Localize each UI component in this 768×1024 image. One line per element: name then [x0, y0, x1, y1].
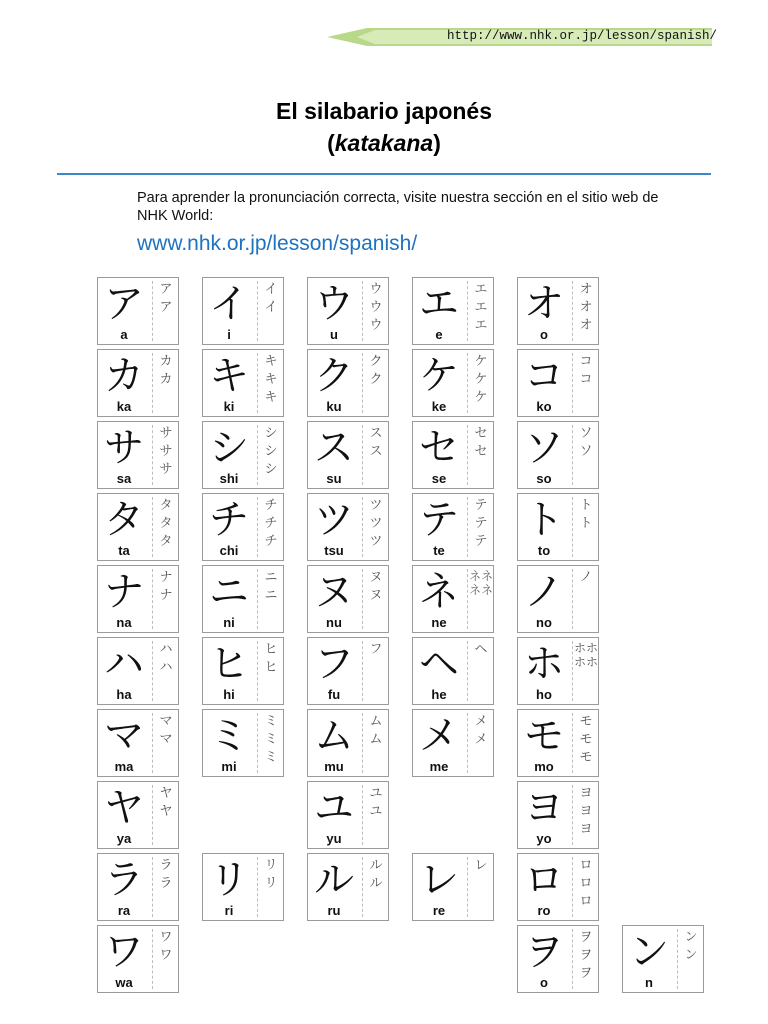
- practice-separator: [257, 857, 258, 917]
- practice-characters: ノ: [579, 570, 593, 585]
- kana-character: ル: [314, 857, 354, 903]
- kana-cell-i: [202, 277, 284, 345]
- kana-cell-re: [412, 853, 494, 921]
- kana-cell-yo: [517, 781, 599, 849]
- romaji-label: ru: [327, 903, 341, 918]
- kana-character: ヘ: [419, 641, 459, 687]
- practice-separator: [362, 713, 363, 773]
- kana-character: テ: [419, 497, 459, 543]
- kana-character: ホ: [524, 641, 564, 687]
- kana-character: ヨ: [524, 785, 564, 831]
- practice-separator: [467, 281, 468, 341]
- romaji-label: na: [116, 615, 132, 630]
- romaji-label: ho: [536, 687, 552, 702]
- practice-separator: [572, 497, 573, 557]
- kana-character: ニ: [209, 569, 249, 615]
- practice-characters: ソソ: [579, 426, 593, 459]
- practice-separator: [362, 497, 363, 557]
- romaji-label: ka: [116, 399, 132, 414]
- practice-separator: [467, 497, 468, 557]
- practice-separator: [362, 857, 363, 917]
- kana-cell-shi: [202, 421, 284, 489]
- practice-characters: ケケケ: [474, 354, 488, 405]
- kana-cell-o: [517, 277, 599, 345]
- practice-characters: ココ: [579, 354, 593, 387]
- romaji-label: nu: [326, 615, 342, 630]
- kana-character: イ: [209, 281, 249, 327]
- practice-characters: ヤヤ: [159, 786, 173, 819]
- kana-character: ア: [104, 281, 144, 327]
- practice-characters: ハハ: [159, 642, 173, 675]
- romaji-label: mu: [324, 759, 344, 774]
- practice-characters: ヨヨヨ: [579, 786, 593, 837]
- kana-character: サ: [104, 425, 144, 471]
- practice-separator: [152, 641, 153, 701]
- kana-character: シ: [209, 425, 249, 471]
- practice-separator: [467, 425, 468, 485]
- practice-separator: [362, 353, 363, 413]
- practice-separator: [257, 497, 258, 557]
- practice-characters: チチチ: [264, 498, 278, 549]
- practice-characters: ワワ: [159, 930, 173, 963]
- practice-characters: ホホホホ: [574, 641, 599, 669]
- kana-character: ヒ: [209, 641, 249, 687]
- practice-characters: クク: [369, 354, 383, 387]
- practice-separator: [362, 785, 363, 845]
- romaji-label: so: [536, 471, 552, 486]
- kana-cell-ru: [307, 853, 389, 921]
- kana-cell-he: [412, 637, 494, 705]
- practice-separator: [572, 713, 573, 773]
- kana-character: ナ: [104, 569, 144, 615]
- romaji-label: te: [433, 543, 445, 558]
- kana-character: エ: [419, 281, 459, 327]
- kana-cell-fu: [307, 637, 389, 705]
- practice-characters: ララ: [159, 858, 173, 891]
- romaji-label: wa: [115, 975, 133, 990]
- kana-character: ノ: [524, 569, 564, 615]
- romaji-label: fu: [327, 687, 341, 702]
- practice-separator: [257, 425, 258, 485]
- romaji-label: ke: [431, 399, 447, 414]
- practice-characters: サササ: [159, 426, 173, 477]
- romaji-label: mo: [534, 759, 554, 774]
- practice-characters: ツツツ: [369, 498, 383, 549]
- practice-characters: リリ: [264, 858, 278, 891]
- kana-character: ヤ: [104, 785, 144, 831]
- kana-cell-ha: [97, 637, 179, 705]
- kana-character: ク: [314, 353, 354, 399]
- practice-separator: [572, 641, 573, 701]
- practice-characters: シシシ: [264, 426, 278, 477]
- romaji-label: n: [645, 975, 653, 990]
- practice-characters: ンン: [684, 930, 698, 963]
- kana-cell-sa: [97, 421, 179, 489]
- romaji-label: se: [431, 471, 447, 486]
- practice-separator: [257, 641, 258, 701]
- kana-cell-ku: [307, 349, 389, 417]
- practice-separator: [152, 785, 153, 845]
- kana-character: オ: [524, 281, 564, 327]
- kana-cell-su: [307, 421, 389, 489]
- practice-separator: [572, 281, 573, 341]
- kana-character: マ: [104, 713, 144, 759]
- kana-character: セ: [419, 425, 459, 471]
- practice-separator: [152, 425, 153, 485]
- practice-characters: イイ: [264, 282, 278, 315]
- kana-cell-tsu: [307, 493, 389, 561]
- kana-character: ワ: [104, 929, 144, 975]
- romaji-label: he: [431, 687, 447, 702]
- lesson-link[interactable]: www.nhk.or.jp/lesson/spanish/: [137, 232, 418, 255]
- romaji-label: ta: [118, 543, 130, 558]
- kana-cell-ro: [517, 853, 599, 921]
- page-title: El silabario japonés: [275, 98, 493, 124]
- kana-cell-me: [412, 709, 494, 777]
- practice-separator: [257, 569, 258, 629]
- kana-character: キ: [209, 353, 249, 399]
- kana-character: ツ: [314, 497, 354, 543]
- practice-characters: ルル: [369, 858, 383, 891]
- kana-cell-ta: [97, 493, 179, 561]
- practice-separator: [362, 641, 363, 701]
- practice-separator: [572, 353, 573, 413]
- kana-character: ト: [524, 497, 564, 543]
- kana-character: ウ: [314, 281, 354, 327]
- practice-characters: ヌヌ: [369, 570, 383, 603]
- kana-character: ソ: [524, 425, 564, 471]
- practice-separator: [152, 353, 153, 413]
- kana-cell-so: [517, 421, 599, 489]
- kana-character: ス: [314, 425, 354, 471]
- practice-separator: [152, 281, 153, 341]
- practice-characters: ロロロ: [579, 858, 593, 909]
- romaji-label: tsu: [324, 543, 344, 558]
- kana-cell-ra: [97, 853, 179, 921]
- romaji-label: e: [435, 327, 443, 342]
- romaji-label: ra: [117, 903, 131, 918]
- romaji-label: to: [537, 543, 551, 558]
- romaji-label: ne: [431, 615, 447, 630]
- romaji-label: ni: [223, 615, 235, 630]
- kana-character: ユ: [314, 785, 354, 831]
- practice-characters: レ: [474, 858, 488, 873]
- romaji-label: yu: [326, 831, 342, 846]
- practice-characters: スス: [369, 426, 383, 459]
- practice-separator: [362, 569, 363, 629]
- kana-character: ケ: [419, 353, 459, 399]
- practice-characters: ネネネネ: [469, 569, 494, 597]
- practice-characters: ミミミ: [264, 714, 278, 765]
- page-subtitle: (katakana): [327, 130, 441, 156]
- kana-cell-wa: [97, 925, 179, 993]
- kana-cell-ki: [202, 349, 284, 417]
- practice-separator: [362, 425, 363, 485]
- practice-characters: トト: [579, 498, 593, 531]
- practice-characters: ニニ: [264, 570, 278, 603]
- practice-separator: [257, 713, 258, 773]
- kana-cell-e: [412, 277, 494, 345]
- kana-character: カ: [104, 353, 144, 399]
- kana-character: メ: [419, 713, 459, 759]
- practice-characters: タタタ: [159, 498, 173, 549]
- practice-separator: [572, 785, 573, 845]
- practice-characters: ヘ: [474, 642, 488, 657]
- kana-cell-ri: [202, 853, 284, 921]
- practice-characters: ムム: [369, 714, 383, 747]
- kana-cell-se: [412, 421, 494, 489]
- romaji-label: u: [330, 327, 338, 342]
- practice-separator: [152, 857, 153, 917]
- kana-cell-n: [622, 925, 704, 993]
- kana-cell-o: [517, 925, 599, 993]
- practice-separator: [467, 857, 468, 917]
- kana-cell-mo: [517, 709, 599, 777]
- romaji-label: ku: [326, 399, 342, 414]
- kana-cell-te: [412, 493, 494, 561]
- romaji-label: yo: [536, 831, 552, 846]
- practice-characters: ヒヒ: [264, 642, 278, 675]
- practice-separator: [572, 857, 573, 917]
- romaji-label: chi: [219, 543, 239, 558]
- practice-characters: フ: [369, 642, 383, 657]
- practice-characters: モモモ: [579, 714, 593, 765]
- kana-character: ヲ: [524, 929, 564, 975]
- kana-cell-na: [97, 565, 179, 633]
- romaji-label: hi: [223, 687, 235, 702]
- romaji-label: ko: [536, 399, 552, 414]
- kana-cell-ni: [202, 565, 284, 633]
- romaji-label: no: [536, 615, 552, 630]
- kana-character: レ: [419, 857, 459, 903]
- romaji-label: o: [540, 975, 548, 990]
- kana-cell-ne: [412, 565, 494, 633]
- kana-cell-to: [517, 493, 599, 561]
- practice-separator: [257, 353, 258, 413]
- kana-character: リ: [209, 857, 249, 903]
- practice-separator: [152, 929, 153, 989]
- practice-separator: [467, 641, 468, 701]
- practice-characters: テテテ: [474, 498, 488, 549]
- kana-cell-ko: [517, 349, 599, 417]
- romaji-label: o: [540, 327, 548, 342]
- practice-separator: [362, 281, 363, 341]
- kana-character: コ: [524, 353, 564, 399]
- kana-character: ラ: [104, 857, 144, 903]
- header-url[interactable]: http://www.nhk.or.jp/lesson/spanish/: [447, 29, 718, 43]
- kana-cell-mi: [202, 709, 284, 777]
- practice-separator: [467, 353, 468, 413]
- romaji-label: ha: [116, 687, 132, 702]
- practice-separator: [677, 929, 678, 989]
- practice-characters: キキキ: [264, 354, 278, 405]
- practice-characters: オオオ: [579, 282, 593, 333]
- practice-characters: ヲヲヲ: [579, 930, 593, 981]
- practice-separator: [572, 929, 573, 989]
- practice-separator: [152, 569, 153, 629]
- romaji-label: i: [227, 327, 231, 342]
- kana-cell-ke: [412, 349, 494, 417]
- practice-separator: [152, 497, 153, 557]
- practice-separator: [257, 281, 258, 341]
- romaji-label: mi: [221, 759, 237, 774]
- kana-cell-hi: [202, 637, 284, 705]
- kana-cell-ma: [97, 709, 179, 777]
- romaji-label: ro: [537, 903, 551, 918]
- kana-character: ネ: [419, 569, 459, 615]
- practice-characters: セセ: [474, 426, 488, 459]
- kana-character: チ: [209, 497, 249, 543]
- romaji-label: ki: [223, 399, 235, 414]
- kana-cell-ka: [97, 349, 179, 417]
- practice-separator: [467, 569, 468, 629]
- practice-characters: ユユ: [369, 786, 383, 819]
- kana-cell-u: [307, 277, 389, 345]
- kana-character: フ: [314, 641, 354, 687]
- kana-cell-ya: [97, 781, 179, 849]
- romaji-label: re: [432, 903, 446, 918]
- romaji-label: su: [326, 471, 342, 486]
- practice-separator: [572, 569, 573, 629]
- kana-cell-no: [517, 565, 599, 633]
- kana-character: ハ: [104, 641, 144, 687]
- practice-characters: メメ: [474, 714, 488, 747]
- romaji-label: me: [429, 759, 449, 774]
- kana-cell-mu: [307, 709, 389, 777]
- kana-character: ヌ: [314, 569, 354, 615]
- romaji-label: shi: [219, 471, 239, 486]
- intro-text: Para aprender la pronunciación correcta, visite nuestra sección en el sitio web de NHK World:: [137, 190, 659, 224]
- romaji-label: ri: [224, 903, 234, 918]
- practice-characters: ママ: [159, 714, 173, 747]
- practice-separator: [467, 713, 468, 773]
- kana-cell-nu: [307, 565, 389, 633]
- kana-character: タ: [104, 497, 144, 543]
- practice-characters: エエエ: [474, 282, 488, 333]
- kana-character: ン: [629, 929, 669, 975]
- romaji-label: ma: [114, 759, 134, 774]
- kana-cell-ho: [517, 637, 599, 705]
- kana-character: ミ: [209, 713, 249, 759]
- practice-separator: [152, 713, 153, 773]
- kana-cell-a: [97, 277, 179, 345]
- practice-characters: ウウウ: [369, 282, 383, 333]
- romaji-label: a: [120, 327, 128, 342]
- kana-cell-yu: [307, 781, 389, 849]
- practice-characters: アア: [159, 282, 173, 315]
- kana-character: ロ: [524, 857, 564, 903]
- kana-character: モ: [524, 713, 564, 759]
- romaji-label: ya: [116, 831, 132, 846]
- romaji-label: sa: [116, 471, 132, 486]
- practice-characters: ナナ: [159, 570, 173, 603]
- practice-characters: カカ: [159, 354, 173, 387]
- kana-character: ム: [314, 713, 354, 759]
- practice-separator: [572, 425, 573, 485]
- kana-cell-chi: [202, 493, 284, 561]
